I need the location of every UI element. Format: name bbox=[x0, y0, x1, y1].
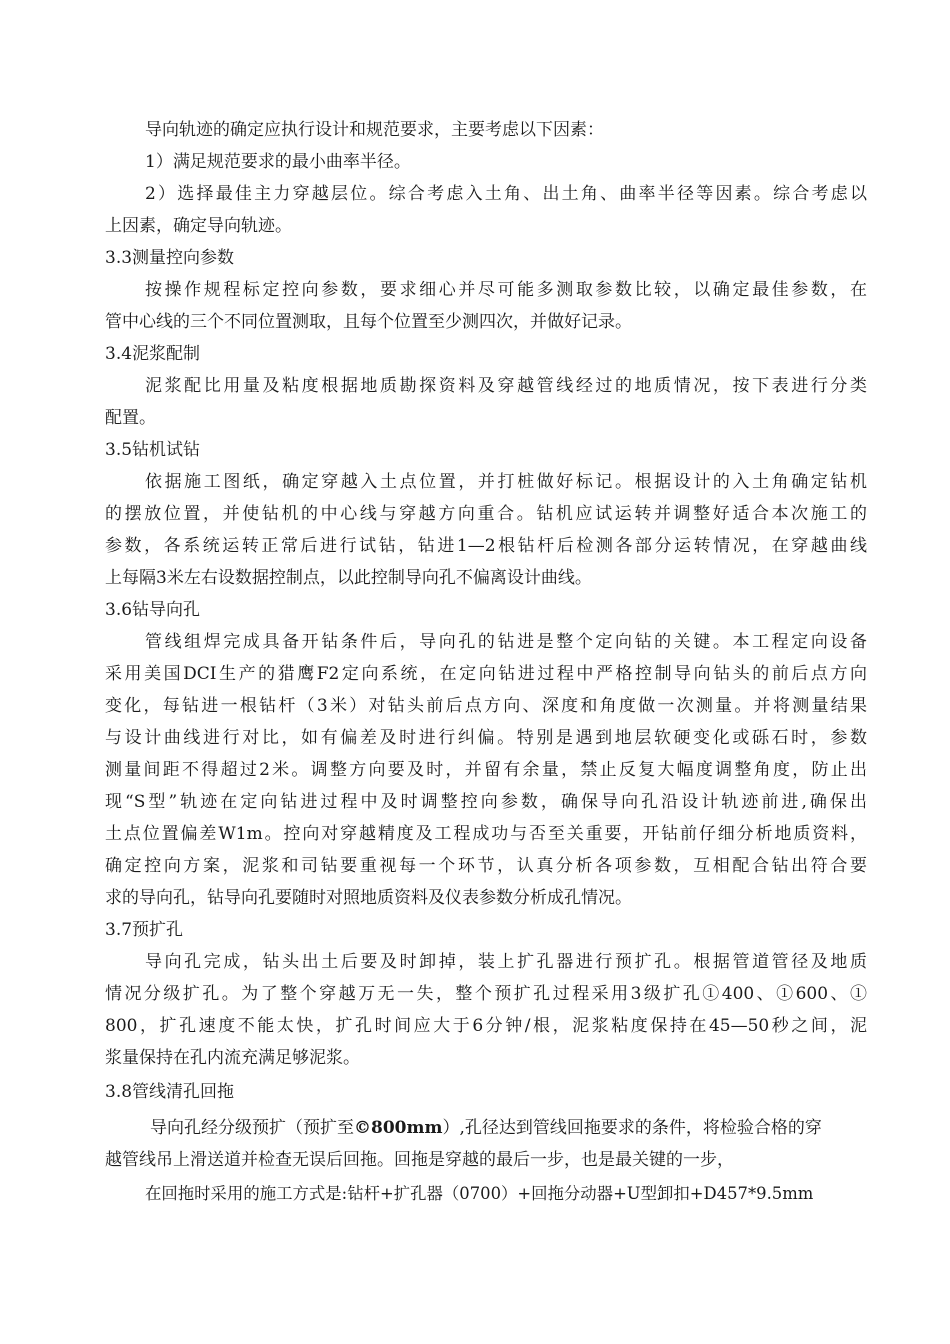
paragraph-line bbox=[150, 1117, 822, 1139]
paragraph-line: 按操作规程标定控向参数，要求细心并尽可能多测取参数比较，以确定最佳参数，在 bbox=[145, 280, 867, 300]
diameter-value: ©800mm bbox=[354, 1118, 443, 1138]
paragraph-line: 泥浆配比用量及粘度根据地质勘探资料及穿越管线经过的地质情况，按下表进行分类 bbox=[145, 376, 867, 396]
section-heading-3-4: 3.4泥浆配制 bbox=[105, 344, 201, 364]
section-heading-3-7: 3.7预扩孔 bbox=[105, 920, 184, 940]
paragraph-text: ）,孔径达到管线回拖要求的条件，将检验合格的穿 bbox=[442, 1118, 822, 1138]
list-item-2: 2）选择最佳主力穿越层位。综合考虑入土角、出土角、曲率半径等因素。综合考虑以 bbox=[145, 184, 867, 204]
section-heading-3-3: 3.3测量控向参数 bbox=[105, 248, 235, 268]
paragraph-line: 依据施工图纸，确定穿越入土点位置，并打桩做好标记。根据设计的入土角确定钻机 bbox=[145, 472, 867, 492]
paragraph-line: 配置。 bbox=[105, 408, 156, 428]
section-heading-3-6: 3.6钻导向孔 bbox=[105, 600, 201, 620]
paragraph-line: 参数，各系统运转正常后进行试钻，钻进1—2根钻杆后检测各部分运转情况，在穿越曲线 bbox=[105, 536, 867, 556]
paragraph-line: 管线组焊完成具备开钻条件后，导向孔的钻进是整个定向钻的关键。本工程定向设备 bbox=[145, 632, 867, 652]
paragraph-line: 土点位置偏差W1m。控向对穿越精度及工程成功与否至关重要，开钻前仔细分析地质资料， bbox=[105, 824, 867, 844]
paragraph-line: 管中心线的三个不同位置测取，且每个位置至少测四次，并做好记录。 bbox=[105, 312, 632, 332]
paragraph-line: 情况分级扩孔。为了整个穿越万无一失，整个预扩孔过程采用3级扩孔①400、①600、① bbox=[105, 984, 867, 1004]
paragraph-line: 的摆放位置，并使钻机的中心线与穿越方向重合。钻机应试运转并调整好适合本次施工的 bbox=[105, 504, 867, 524]
paragraph-line: 越管线吊上滑送道并检查无误后回拖。回拖是穿越的最后一步，也是最关键的一步， bbox=[105, 1150, 734, 1170]
paragraph-line: 800，扩孔速度不能太快，扩孔时间应大于6分钟/根，泥浆粘度保持在45—50秒之间，泥 bbox=[105, 1016, 867, 1036]
paragraph-line: 导向轨迹的确定应执行设计和规范要求，主要考虑以下因素： bbox=[145, 120, 604, 140]
paragraph-line: 上因素，确定导向轨迹。 bbox=[105, 216, 292, 236]
paragraph-line: 测量间距不得超过2米。调整方向要及时，并留有余量，禁止反复大幅度调整角度，防止出 bbox=[105, 760, 867, 780]
paragraph-line: 确定控向方案，泥浆和司钻要重视每一个环节，认真分析各项参数，互相配合钻出符合要 bbox=[105, 856, 867, 876]
section-heading-3-8: 3.8管线清孔回拖 bbox=[105, 1082, 235, 1102]
paragraph-line: 变化，每钻进一根钻杆（3米）对钻头前后点方向、深度和角度做一次测量。并将测量结果 bbox=[105, 696, 867, 716]
section-heading-3-5: 3.5钻机试钻 bbox=[105, 440, 201, 460]
paragraph-line: 现“S型”轨迹在定向钻进过程中及时调整控向参数，确保导向孔沿设计轨迹前进,确保出 bbox=[105, 792, 867, 812]
paragraph-text: 导向孔经分级预扩（预扩至 bbox=[150, 1118, 354, 1138]
paragraph-line: 采用美国DCI生产的猎鹰F2定向系统，在定向钻进过程中严格控制导向钻头的前后点方向 bbox=[105, 664, 867, 684]
paragraph-line: 浆量保持在孔内流充满足够泥浆。 bbox=[105, 1048, 360, 1068]
paragraph-line: 求的导向孔，钻导向孔要随时对照地质资料及仪表参数分析成孔情况。 bbox=[105, 888, 632, 908]
paragraph-line: 与设计曲线进行对比，如有偏差及时进行纠偏。特别是遇到地层软硬变化或砾石时，参数 bbox=[105, 728, 867, 748]
paragraph-line: 上每隔3米左右设数据控制点，以此控制导向孔不偏离设计曲线。 bbox=[105, 568, 592, 588]
paragraph-line: 导向孔完成，钻头出土后要及时卸掉，装上扩孔器进行预扩孔。根据管道管径及地质 bbox=[145, 952, 867, 972]
paragraph-line: 在回拖时采用的施工方式是:钻杆+扩孔器（0700）+回拖分动器+U型卸扣+D457*9.5mm bbox=[145, 1184, 814, 1203]
list-item-1: 1）满足规范要求的最小曲率半径。 bbox=[145, 152, 411, 172]
